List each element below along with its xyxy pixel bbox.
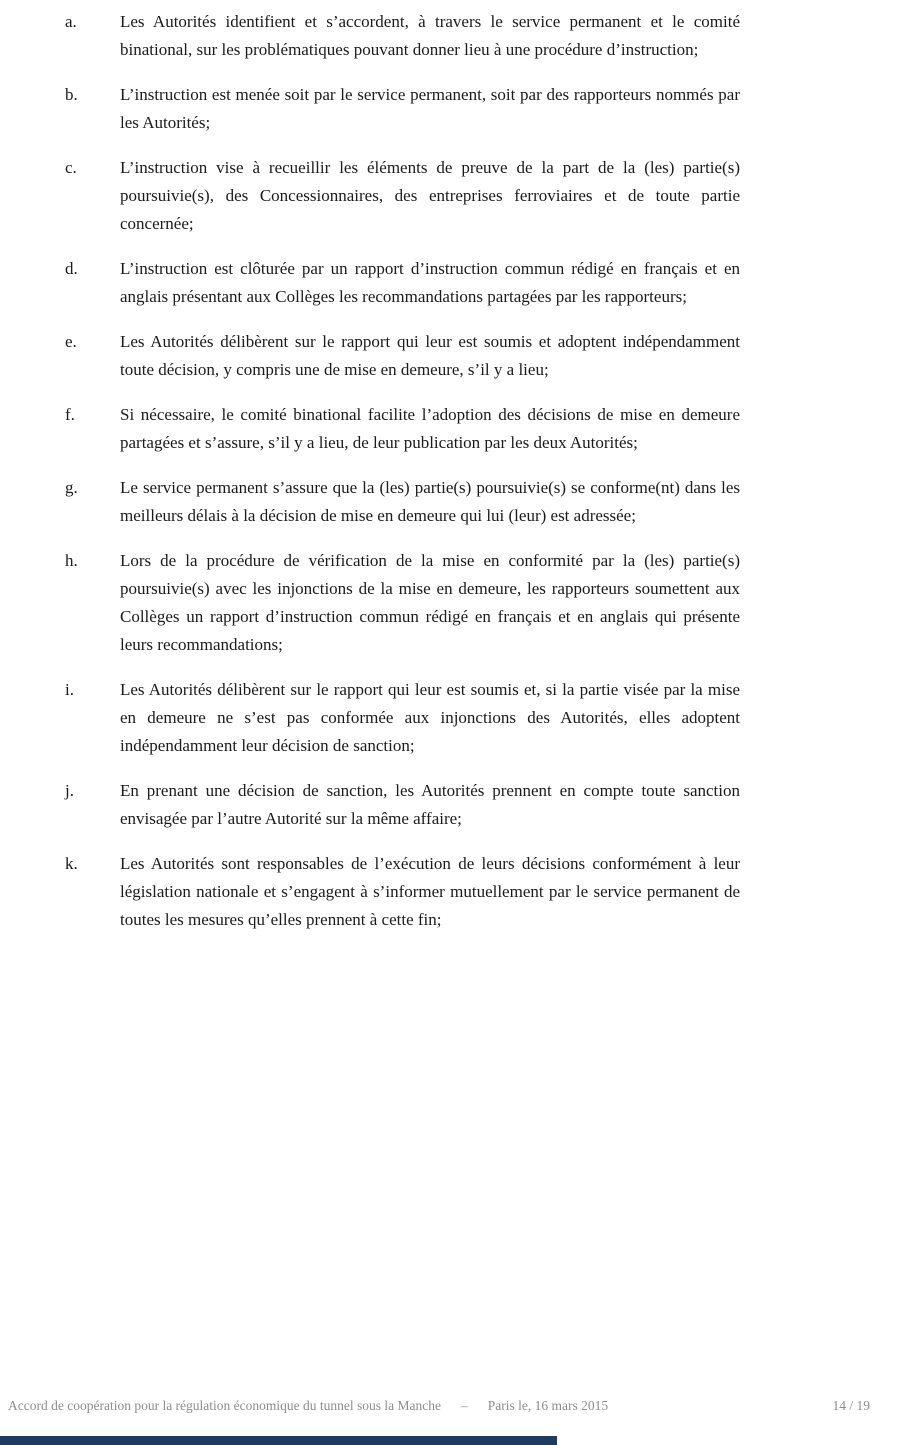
list-item [65, 401, 740, 457]
list-item-text: Les Autorités sont responsables de l’exécution de leurs décisions conformément à leur législation nationale et s’engagent à s’informer mutuellement par le service permanent de toutes les mesures qu’elles prennent à cette fin; [120, 854, 740, 929]
list-item [65, 154, 740, 238]
list-item-text: Les Autorités délibèrent sur le rapport qui leur est soumis et adoptent indépendamment toute décision, y compris une de mise en demeure, s’il y a lieu; [120, 332, 740, 379]
list-item-marker: d. [65, 259, 78, 278]
list-item-marker: b. [65, 85, 78, 104]
list-item [65, 547, 740, 659]
list-item [65, 850, 740, 934]
document-page-body [65, 8, 740, 951]
list-item [65, 81, 740, 137]
list-item-marker: j. [65, 781, 74, 800]
list-item-text: Les Autorités délibèrent sur le rapport qui leur est soumis et, si la partie visée par la mise en demeure ne s’est pas conformée aux injonctions des Autorités, elles adoptent indépendamment leur décision de sanction; [120, 680, 740, 755]
list-item-marker: k. [65, 854, 78, 873]
list-item-marker: f. [65, 405, 75, 424]
footer-date: Paris le, 16 mars 2015 [487, 1398, 609, 1413]
list-item-text: Si nécessaire, le comité binational facilite l’adoption des décisions de mise en demeure partagées et s’assure, s’il y a lieu, de leur publication par les deux Autorités; [120, 405, 740, 452]
list-item [65, 8, 740, 64]
bottom-edge-bar [0, 1436, 557, 1445]
list-item-marker: h. [65, 551, 78, 570]
list-item-text: L’instruction vise à recueillir les éléments de preuve de la part de la (les) partie(s) poursuivie(s), des Concessionnaires, des entreprises ferroviaires et de toute partie concernée; [120, 158, 740, 233]
list-item [65, 474, 740, 530]
list-item-text: L’instruction est menée soit par le service permanent, soit par des rapporteurs nommés par les Autorités; [120, 85, 740, 132]
list-item-text: Le service permanent s’assure que la (les) partie(s) poursuivie(s) se conforme(nt) dans les meilleurs délais à la décision de mise en demeure qui lui (leur) est adressée; [120, 478, 740, 525]
list-item-marker: a. [65, 12, 77, 31]
list-item-text: L’instruction est clôturée par un rapport d’instruction commun rédigé en français et en anglais présentant aux Collèges les recommandations partagées par les rapporteurs; [120, 259, 740, 306]
footer-document-title: Accord de coopération pour la régulation économique du tunnel sous la Manche [8, 1398, 441, 1413]
list-item [65, 255, 740, 311]
list-item-text: En prenant une décision de sanction, les Autorités prennent en compte toute sanction envisagée par l’autre Autorité sur la même affaire; [120, 781, 740, 828]
footer-separator: – [461, 1398, 468, 1413]
list-item [65, 328, 740, 384]
list-item-marker: i. [65, 680, 74, 699]
page-footer [8, 1398, 898, 1414]
list-item-text: Lors de la procédure de vérification de la mise en conformité par la (les) partie(s) poursuivie(s) avec les injonctions de la mise en demeure, les rapporteurs soumettent aux Collèges un rapport d’instruction commun rédigé en français et en anglais qui présente leurs recommandations; [120, 551, 740, 654]
list-item-marker: e. [65, 332, 77, 351]
list-item-marker: c. [65, 158, 77, 177]
list-item-marker: g. [65, 478, 78, 497]
list-item [65, 676, 740, 760]
list-item-text: Les Autorités identifient et s’accordent, à travers le service permanent et le comité binational, sur les problématiques pouvant donner lieu à une procédure d’instruction; [120, 12, 740, 59]
list-item [65, 777, 740, 833]
footer-page-number: 14 / 19 [832, 1398, 870, 1413]
